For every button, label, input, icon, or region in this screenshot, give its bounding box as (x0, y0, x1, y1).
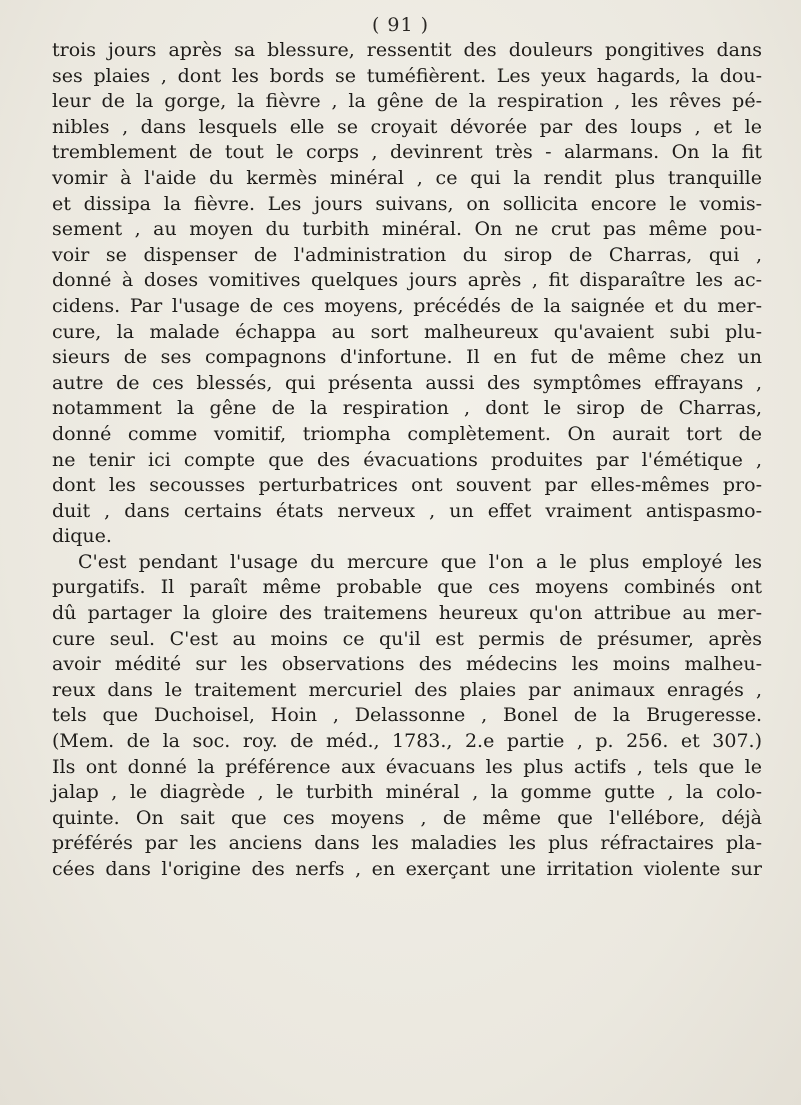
text-line: cure seul. C'est au moins ce qu'il est permis de présumer, après (52, 627, 762, 650)
text-line: cées dans l'origine des nerfs , en exerçant une irritation violente sur (52, 858, 762, 880)
text-line: sieurs de ses compagnons d'infortune. Il en fut de même chez un (52, 346, 762, 369)
paragraph-1 (52, 38, 762, 550)
text-line: vomir à l'aide du kermès minéral , ce qui la rendit plus tranquille (52, 166, 762, 189)
body-text (52, 38, 762, 883)
paragraph-2 (52, 550, 762, 883)
text-line: préférés par les anciens dans les maladies les plus réfractaires pla- (52, 832, 762, 855)
text-line: dique. (52, 525, 112, 548)
text-line: donné comme vomitif, triompha complètement. On aurait tort de (52, 422, 762, 445)
text-line: Ils ont donné la préférence aux évacuans les plus actifs , tels que le (52, 755, 762, 778)
text-line: dû partager la gloire des traitemens heureux qu'on attribue au mer- (52, 602, 762, 625)
text-line: ne tenir ici compte que des évacuations produites par l'émétique , (52, 448, 762, 471)
text-line: duit , dans certains états nerveux , un effet vraiment antispasmo- (52, 499, 762, 522)
text-line: cidens. Par l'usage de ces moyens, précédés de la saignée et du mer- (52, 294, 762, 317)
text-line: dont les secousses perturbatrices ont souvent par elles-mêmes pro- (52, 474, 762, 497)
text-line: purgatifs. Il paraît même probable que ces moyens combinés ont (52, 576, 762, 599)
text-line: cure, la malade échappa au sort malheureux qu'avaient subi plu- (52, 320, 762, 343)
text-line: reux dans le traitement mercuriel des plaies par animaux enragés , (52, 678, 762, 701)
text-line: nibles , dans lesquels elle se croyait dévorée par des loups , et le (52, 115, 762, 138)
page-number: ( 91 ) (371, 14, 430, 36)
text-line: avoir médité sur les observations des médecins les moins malheu- (52, 653, 762, 676)
text-line: voir se dispenser de l'administration du sirop de Charras, qui , (52, 243, 762, 266)
text-line: jalap , le diagrède , le turbith minéral , la gomme gutte , la colo- (52, 781, 762, 804)
text-line: et dissipa la fièvre. Les jours suivans, on sollicita encore le vomis- (52, 192, 762, 215)
text-line: sement , au moyen du turbith minéral. On ne crut pas même pou- (52, 218, 762, 241)
text-line: donné à doses vomitives quelques jours après , fit disparaître les ac- (52, 269, 762, 292)
text-line: trois jours après sa blessure, ressentit des douleurs pongitives dans (52, 39, 762, 61)
text-line: C'est pendant l'usage du mercure que l'on a le plus employé les (78, 550, 762, 573)
text-line: tremblement de tout le corps , devinrent très - alarmans. On la fit (52, 141, 762, 164)
text-line: ses plaies , dont les bords se tuméfièrent. Les yeux hagards, la dou- (52, 64, 762, 87)
text-line: autre de ces blessés, qui présenta aussi des symptômes effrayans , (52, 371, 762, 394)
text-line: tels que Duchoisel, Hoin , Delassonne , Bonel de la Brugeresse. (52, 704, 762, 727)
text-line: (Mem. de la soc. roy. de méd., 1783., 2.e partie , p. 256. et 307.) (52, 730, 762, 753)
text-line: leur de la gorge, la fièvre , la gêne de la respiration , les rêves pé- (52, 90, 762, 113)
text-line: notamment la gêne de la respiration , dont le sirop de Charras, (52, 397, 762, 420)
text-line: quinte. On sait que ces moyens , de même que l'ellébore, déjà (52, 806, 762, 829)
